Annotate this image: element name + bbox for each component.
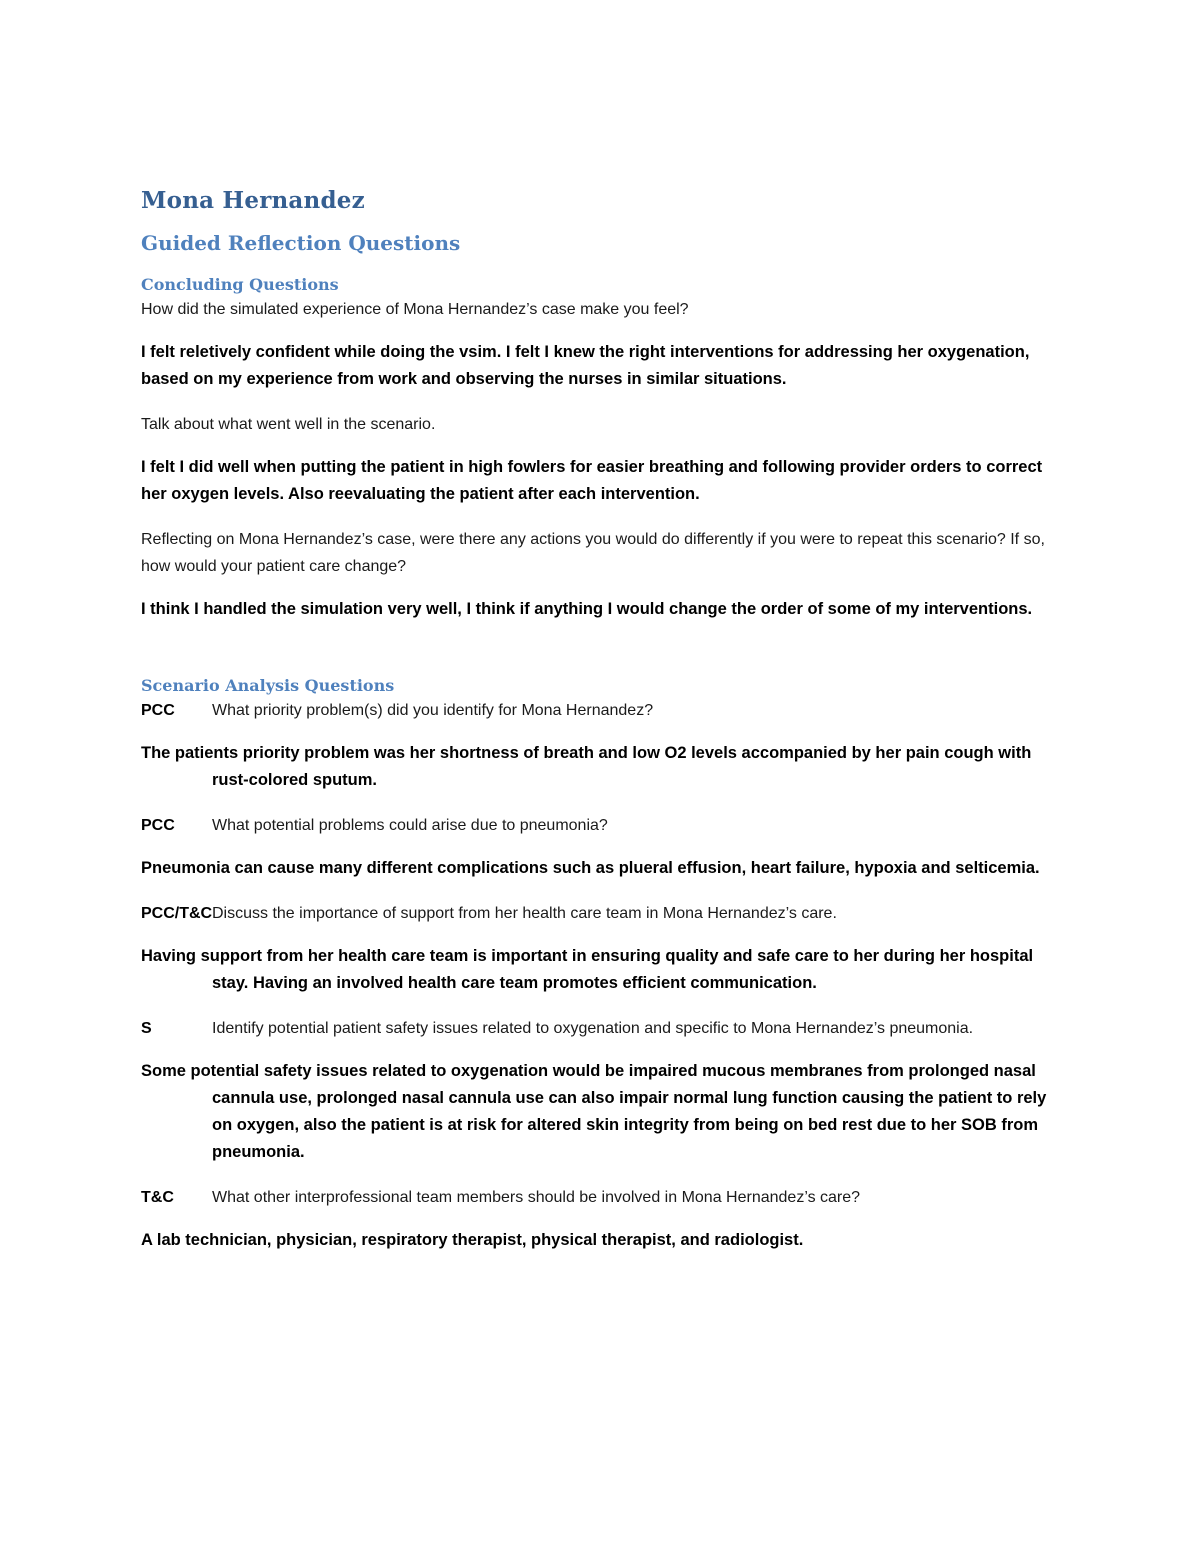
question-tag: S xyxy=(141,1020,152,1037)
scenario-answer-1: The patients priority problem was her shortness of breath and low O2 levels accompanied by her pain cough with rust-colored sputum. xyxy=(141,744,1032,789)
scenario-answer-4: Some potential safety issues related to oxygenation would be impaired mucous membranes from prolonged nasal cannula use, prolonged nasal cannula use can also impair normal lung function causing the patient to rely on oxygen, also the patient is at risk for altered skin integrity from being on bed rest due to her SOB from pneumonia. xyxy=(141,1062,1047,1161)
scenario-analysis-section xyxy=(141,675,1061,1254)
scenario-question-5: What other interprofessional team members should be involved in Mona Hernandez’s care? xyxy=(212,1189,861,1206)
document-title: Mona Hernandez xyxy=(141,187,365,214)
document-page xyxy=(141,184,1061,1272)
question-tag: PCC/T&C xyxy=(141,905,213,922)
question-tag: T&C xyxy=(141,1189,174,1206)
scenario-question-2: What potential problems could arise due to pneumonia? xyxy=(212,817,608,834)
concluding-answer-1: I felt reletively confident while doing the vsim. I felt I knew the right interventions for addressing her oxygenation, based on my experience from work and observing the nurses in similar situations. xyxy=(141,343,1030,388)
section-heading-concluding: Concluding Questions xyxy=(141,275,339,294)
section-heading-scenario: Scenario Analysis Questions xyxy=(141,676,395,695)
scenario-question-row-4 xyxy=(141,1015,1061,1042)
scenario-question-3: Discuss the importance of support from her health care team in Mona Hernandez’s care. xyxy=(212,905,837,922)
concluding-answer-3: I think I handled the simulation very well, I think if anything I would change the order of some of my interventions. xyxy=(141,600,1033,618)
scenario-question-1: What priority problem(s) did you identify for Mona Hernandez? xyxy=(212,702,654,719)
scenario-answer-3: Having support from her health care team is important in ensuring quality and safe care to her during her hospital stay. Having an involved health care team promotes efficient communication. xyxy=(141,947,1034,992)
scenario-question-row-1 xyxy=(141,697,1061,724)
scenario-question-row-5 xyxy=(141,1184,1061,1211)
concluding-questions-section xyxy=(141,274,1061,623)
scenario-question-row-3 xyxy=(141,900,1061,927)
concluding-question-1: How did the simulated experience of Mona Hernandez’s case make you feel? xyxy=(141,301,689,318)
scenario-question-4: Identify potential patient safety issues related to oxygenation and specific to Mona Hernandez’s pneumonia. xyxy=(212,1020,974,1037)
scenario-question-row-2 xyxy=(141,812,1061,839)
section-gap xyxy=(141,641,1061,675)
scenario-answer-2: Pneumonia can cause many different complications such as plueral effusion, heart failure, hypoxia and selticemia. xyxy=(141,859,1040,877)
question-tag: PCC xyxy=(141,817,175,834)
concluding-question-3: Reflecting on Mona Hernandez’s case, were there any actions you would do differently if you were to repeat this scenario? If so, how would your patient care change? xyxy=(141,531,1045,575)
question-tag: PCC xyxy=(141,702,175,719)
concluding-question-2: Talk about what went well in the scenario. xyxy=(141,416,436,433)
document-subtitle: Guided Reflection Questions xyxy=(141,231,461,255)
scenario-answer-5: A lab technician, physician, respiratory therapist, physical therapist, and radiologist. xyxy=(141,1231,804,1249)
concluding-answer-2: I felt I did well when putting the patient in high fowlers for easier breathing and following provider orders to correct her oxygen levels. Also reevaluating the patient after each intervention. xyxy=(141,458,1043,503)
